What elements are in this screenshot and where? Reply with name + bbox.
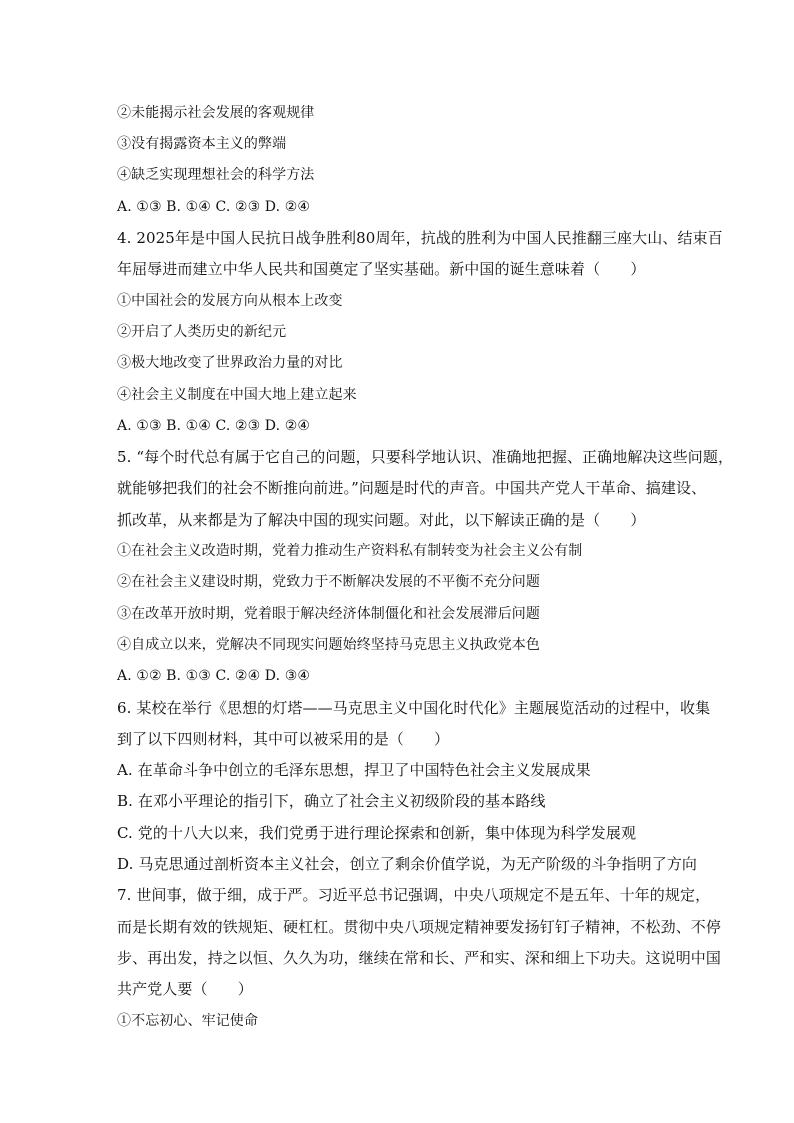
question-5-text: 就能够把我们的社会不断推向前进。”问题是时代的声音。中国共产党人干革命、搞建设、 — [117, 479, 707, 497]
option-line: ①不忘初心、牢记使命 — [117, 1013, 258, 1029]
answer-choices: A. ①② B. ①③ C. ②④ D. ③④ — [117, 668, 310, 684]
question-4-text: 年屈辱进而建立中华人民共和国奠定了坚实基础。新中国的诞生意味着（ ） — [117, 260, 646, 278]
question-4-text: 4. 2025年是中国人民抗日战争胜利80周年，抗战的胜利为中国人民推翻三座大山、结束百 — [117, 229, 723, 247]
question-7-text: 步、再出发，持之以恒、久久为功，继续在常和长、严和实、深和细上下功夫。这说明中国 — [117, 949, 722, 967]
option-d: D. 马克思通过剖析资本主义社会，创立了剩余价值学说，为无产阶级的斗争指明了方向 — [117, 855, 698, 873]
option-b: B. 在邓小平理论的指引下，确立了社会主义初级阶段的基本路线 — [117, 792, 546, 810]
question-7-text: 7. 世间事，做于细，成于严。习近平总书记强调，中央八项规定不是五年、十年的规定， — [117, 886, 711, 904]
option-line: ①中国社会的发展方向从根本上改变 — [117, 293, 343, 309]
option-line: ③极大地改变了世界政治力量的对比 — [117, 355, 343, 371]
question-5-text: 5. “每个时代总有属于它自己的问题，只要科学地认识、准确地把握、正确地解决这些问题， — [117, 448, 734, 466]
option-line: ④缺乏实现理想社会的科学方法 — [117, 167, 315, 183]
option-line: ③没有揭露资本主义的弊端 — [117, 136, 287, 152]
option-line: ③在改革开放时期，党着眼于解决经济体制僵化和社会发展滞后问题 — [117, 606, 540, 622]
answer-choices: A. ①③ B. ①④ C. ②③ D. ②④ — [117, 418, 310, 434]
question-6-text: 6. 某校在举行《思想的灯塔——马克思主义中国化时代化》主题展览活动的过程中，收集 — [117, 699, 711, 717]
option-line: ①在社会主义改造时期，党着力推动生产资料私有制转变为社会主义公有制 — [117, 543, 583, 559]
option-line: ②在社会主义建设时期，党致力于不断解决发展的不平衡不充分问题 — [117, 574, 540, 590]
option-line: ②未能揭示社会发展的客观规律 — [117, 105, 315, 121]
option-line: ④自成立以来，党解决不同现实问题始终坚持马克思主义执政党本色 — [117, 637, 540, 653]
question-6-text: 到了以下四则材料，其中可以被采用的是（ ） — [117, 730, 450, 748]
option-line: ②开启了人类历史的新纪元 — [117, 324, 287, 340]
question-5-text: 抓改革，从来都是为了解决中国的现实问题。对此，以下解读正确的是（ ） — [117, 511, 646, 529]
answer-choices: A. ①③ B. ①④ C. ②③ D. ②④ — [117, 199, 310, 215]
option-c: C. 党的十八大以来，我们党勇于进行理论探索和创新，集中体现为科学发展观 — [117, 824, 637, 842]
question-7-text: 而是长期有效的铁规矩、硬杠杠。贯彻中央八项规定精神要发扬钉钉子精神，不松劲、不停 — [117, 918, 722, 936]
option-line: ④社会主义制度在中国大地上建立起来 — [117, 387, 357, 403]
option-a: A. 在革命斗争中创立的毛泽东思想，捍卫了中国特色社会主义发展成果 — [117, 761, 591, 779]
question-7-text: 共产党人要（ ） — [117, 980, 253, 998]
